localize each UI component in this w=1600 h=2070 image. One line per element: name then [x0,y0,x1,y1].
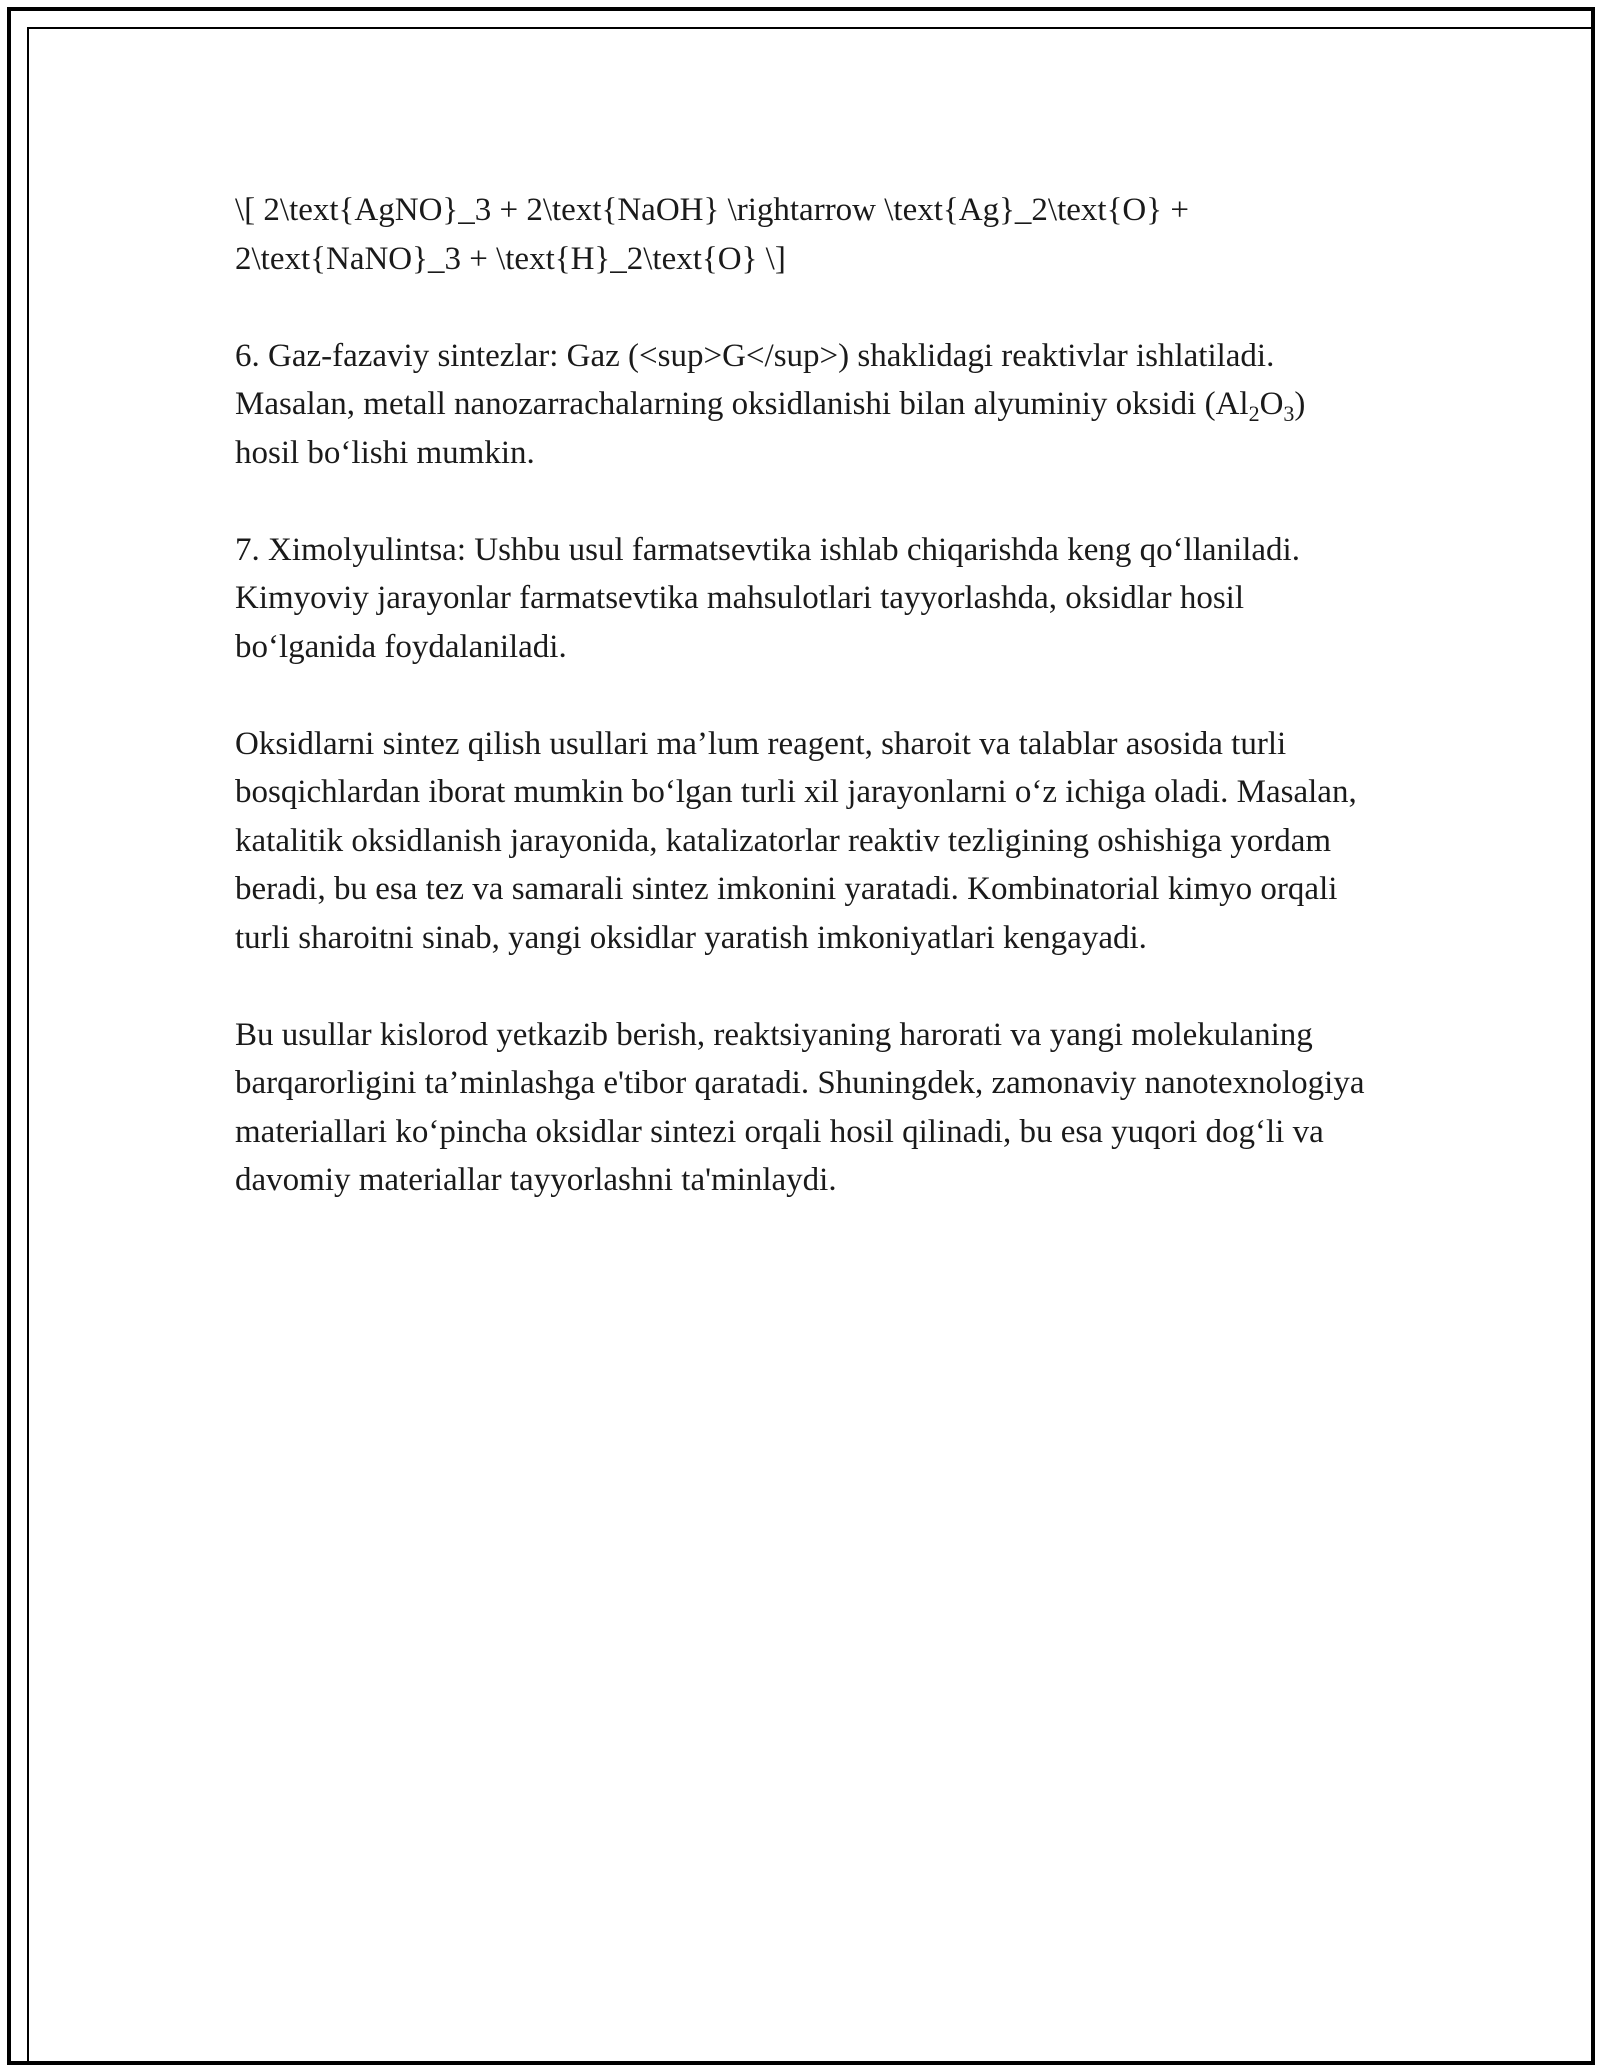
list-item-6 [235,332,1365,478]
paragraph-synthesis-methods: Oksidlarni sintez qilish usullari ma’lum reagent, sharoit va talablar asosida turli bosqichlardan iborat mumkin bo‘lgan turli xil jarayonlarni o‘z ichiga oladi. Masalan, katalitik oksidlanish jarayonida, katalizatorlar reaktiv tezligining oshishiga yordam beradi, bu esa tez va samarali sintez imkonini yaratadi. Kombinatorial kimyo orqali turli sharoitni sinab, yangi oksidlar yaratish imkoniyatlari kengayadi. [235,725,1357,956]
equation-line-2: 2\text{NaNO}_3 + \text{H}_2\text{O} \] [235,240,786,277]
list-item-7: 7. Ximolyulintsa: Ushbu usul farmatsevtika ishlab chiqarishda keng qo‘llaniladi. Kimyoviy jarayonlar farmatsevtika mahsulotlari tayyorlashda, oksidlar hosil bo‘lganida foydalaniladi. [235,531,1300,665]
list-item-6-tail: ) hosil bo‘lishi mumkin. [235,386,1306,471]
document-body [235,186,1365,1253]
subscript-3: 3 [1283,401,1295,426]
equation-block [235,186,1365,283]
equation-line-1: \[ 2\text{AgNO}_3 + 2\text{NaOH} \rightarrow \text{Ag}_2\text{O} + [235,192,1189,228]
oxygen-symbol: O [1259,386,1284,422]
paragraph-conclusion: Bu usullar kislorod yetkazib berish, reaktsiyaning harorati va yangi molekulaning barqarorligini ta’minlashga e'tibor qaratadi. Shuningdek, zamonaviy nanotexnologiya materiallari ko‘pincha oksidlar sintezi orqali hosil qilinadi, bu esa yuqori dog‘li va davomiy materiallar tayyorlashni ta'minlaydi. [235,1016,1365,1198]
list-item-6-text: 6. Gaz-fazaviy sintezlar: Gaz (<sup>G</sup>) shaklidagi reaktivlar ishlatiladi. Masalan, metall nanozarrachalarning oksidlanishi bilan alyuminiy oksidi (Al [235,337,1275,422]
subscript-2: 2 [1248,401,1260,426]
